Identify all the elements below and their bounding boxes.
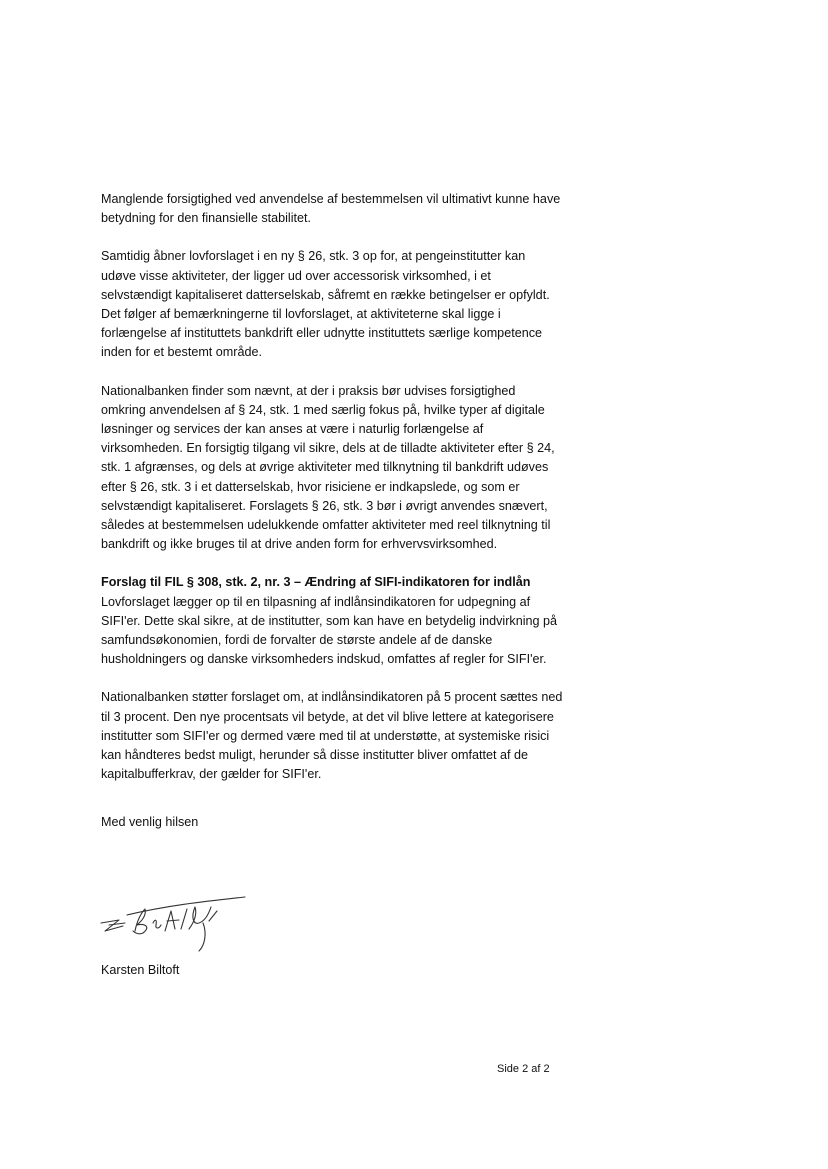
paragraph-stability: Manglende forsigtighed ved anvendelse af bestemmelsen vil ultimativt kunne have betydning for den finansielle stabilitet. <box>101 192 561 226</box>
closing-greeting: Med venlig hilsen <box>101 815 199 830</box>
paragraph-subsidiary: Samtidig åbner lovforslaget i en ny § 26, stk. 3 op for, at pengeinstitutter kan udøve visse aktiviteter, der ligger ud over accessorisk virksomhed, i et selvstændigt kapitaliseret datterselskab, såfremt en række betingelser er opfyldt. Det følger af bemærkningerne til lovforslaget, at aktiviteterne skal ligge i forlængelse af instituttets bankdrift eller udnytte instituttets særlige kompetence inden for et bestemt område. <box>101 249 550 360</box>
section-sifi <box>101 573 563 669</box>
paragraph-caution: Nationalbanken finder som nævnt, at der i praksis bør udvises forsigtighed omkring anvendelsen af § 24, stk. 1 med særlig fokus på, hvilke typer af digitale løsninger og services der kan anses at være i naturlig forlængelse af virksomheden. En forsigtig tilgang vil sikre, dels at de tilladte aktiviteter efter § 24, stk. 1 afgrænses, og dels at øvrige aktiviteter med tilknytning til bankdrift udøves efter § 26, stk. 3 i et datterselskab, hvor risiciene er indkapslede, og som er selvstændigt kapitaliseret. Forslagets § 26, stk. 3 bør i øvrigt anvendes snævert, således at bestemmelsen udelukkende omfatter aktiviteter med reel tilknytning til bankdrift og ikke bruges til at drive anden form for erhvervsvirksomhed. <box>101 383 555 552</box>
page-number: Side 2 af 2 <box>497 1063 550 1075</box>
section-text: Lovforslaget lægger op til en tilpasning af indlånsindikatoren for udpegning af SIFI'er. Dette skal sikre, at de institutter, som kan have en betydelig indvirkning på samfundsøkonomien, fordi de forvalter de største andele af de danske husholdningers og danske virksomheders indskud, omfattes af regler for SIFI'er. <box>101 594 558 667</box>
letter-body <box>101 190 563 852</box>
paragraph-support: Nationalbanken støtter forslaget om, at indlånsindikatoren på 5 procent sættes ned til 3 procent. Den nye procentsats vil betyde, at det vil blive lettere at kategorisere institutter som SIFI'er og dermed være med til at understøtte, at systemiske risici kan håndteres bedst muligt, herunder så disse institutter bliver omfattet af de kapitalbufferkrav, der gælder for SIFI'er. <box>101 690 563 782</box>
handwritten-signature <box>99 893 249 953</box>
section-heading: Forslag til FIL § 308, stk. 2, nr. 3 – Ændring af SIFI-indikatoren for indlån <box>101 575 531 590</box>
signer-name: Karsten Biltoft <box>101 963 180 977</box>
